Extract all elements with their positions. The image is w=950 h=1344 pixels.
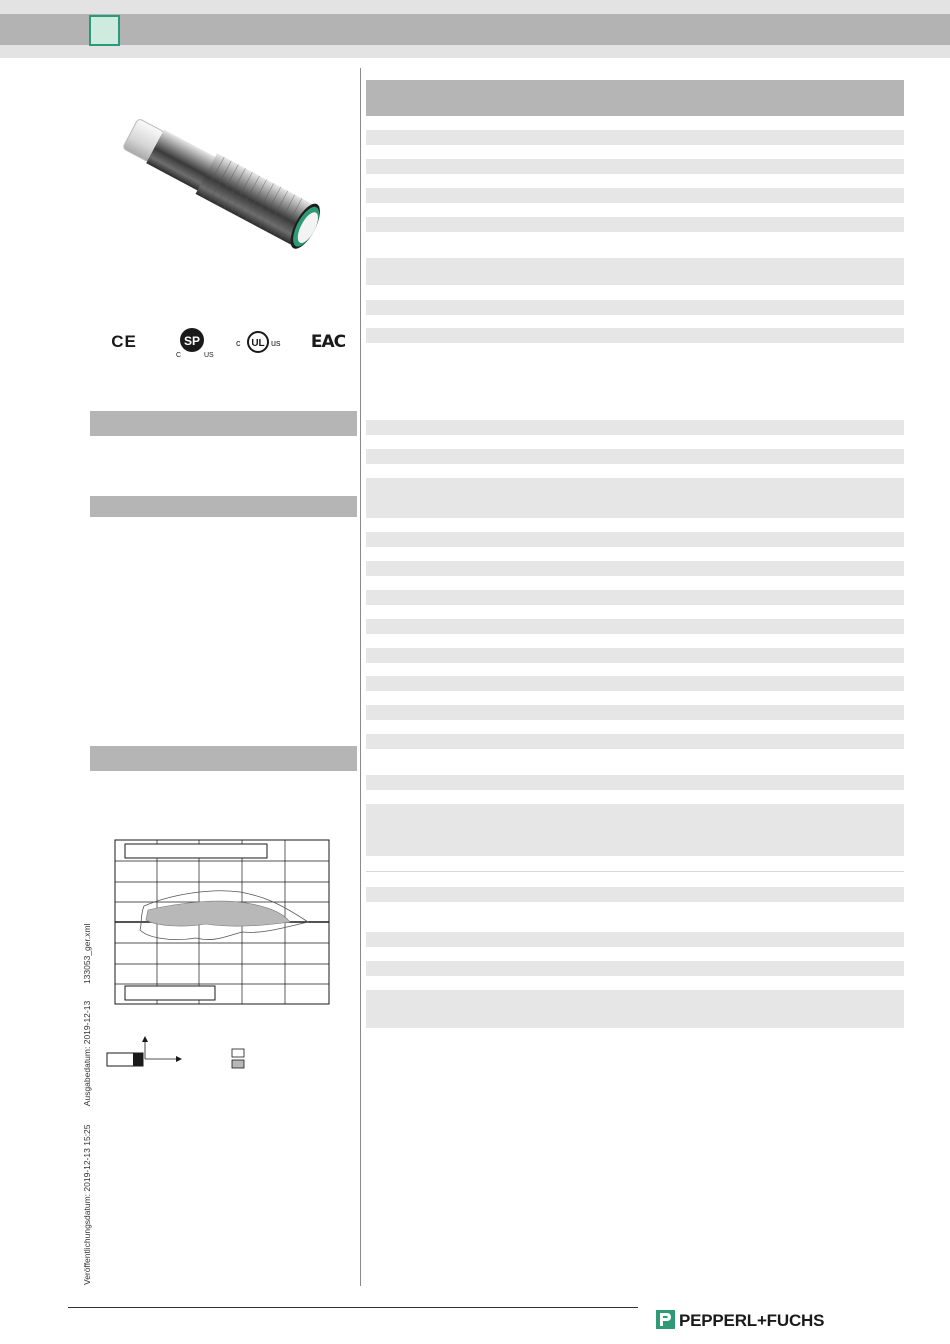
table-row bbox=[366, 159, 904, 174]
table-row bbox=[366, 619, 904, 634]
published-date: Veröffentlichungsdatum: 2019-12-13 15:25 bbox=[82, 1124, 92, 1285]
table-row bbox=[366, 648, 904, 663]
column-divider bbox=[360, 68, 361, 1286]
ul-mark-icon bbox=[234, 324, 286, 360]
table-row bbox=[366, 590, 904, 605]
table-row bbox=[366, 130, 904, 145]
table-row bbox=[366, 990, 904, 1028]
table-row bbox=[366, 532, 904, 547]
issue-date: Ausgabedatum: 2019-12-13 bbox=[82, 1000, 92, 1107]
table-row bbox=[366, 734, 904, 749]
table-row bbox=[366, 449, 904, 464]
pf-logo-icon bbox=[656, 1310, 675, 1329]
eac-mark-icon: EAC bbox=[310, 332, 346, 352]
chart-legend-sketch bbox=[104, 1036, 254, 1072]
product-image bbox=[108, 86, 340, 280]
header-underband bbox=[0, 45, 950, 58]
table-row bbox=[366, 420, 904, 435]
table-row bbox=[366, 561, 904, 576]
table-row bbox=[366, 804, 904, 856]
table-row bbox=[366, 217, 904, 232]
left-section-header-3 bbox=[90, 746, 357, 771]
table-row bbox=[366, 300, 904, 315]
svg-text:SP: SP bbox=[183, 334, 201, 348]
table-separator bbox=[366, 871, 904, 872]
header-bar bbox=[0, 14, 950, 45]
left-section-header-1 bbox=[90, 411, 357, 436]
table-row bbox=[366, 478, 904, 518]
svg-text:UL: UL bbox=[251, 338, 265, 349]
svg-text:C: C bbox=[176, 352, 182, 359]
table-row bbox=[366, 961, 904, 976]
footer-rule bbox=[68, 1307, 638, 1308]
table-row bbox=[366, 258, 904, 285]
table-row bbox=[366, 188, 904, 203]
table-row bbox=[366, 705, 904, 720]
table-row bbox=[366, 676, 904, 691]
table-row bbox=[366, 775, 904, 790]
left-section-header-2 bbox=[90, 496, 357, 517]
ce-mark-icon: CE bbox=[111, 332, 137, 351]
table-row bbox=[366, 887, 904, 902]
detection-range-chart bbox=[112, 838, 332, 1008]
publication-note bbox=[82, 924, 92, 1285]
svg-text:us: us bbox=[271, 338, 281, 348]
table-row bbox=[366, 328, 904, 343]
table-row bbox=[366, 932, 904, 947]
svg-text:US: US bbox=[204, 352, 214, 359]
brand-name: PEPPERL+FUCHS bbox=[679, 1311, 825, 1330]
header-accent-square bbox=[89, 15, 120, 46]
table-header-bar bbox=[366, 80, 904, 116]
file-name: 133053_ger.xml bbox=[82, 923, 92, 985]
top-strip bbox=[0, 0, 950, 14]
csa-mark-icon bbox=[170, 324, 216, 360]
svg-text:c: c bbox=[236, 338, 241, 348]
